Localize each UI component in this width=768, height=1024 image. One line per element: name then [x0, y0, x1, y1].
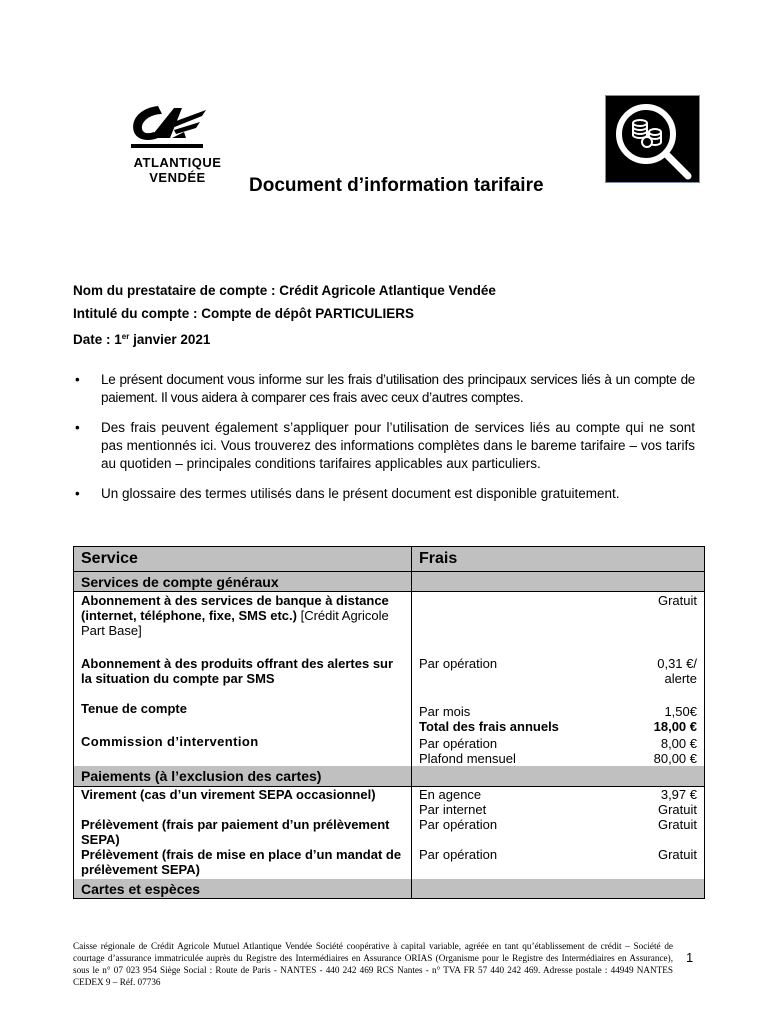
account-name: Intitulé du compte : Compte de dépôt PARTICULIERS — [73, 306, 414, 321]
fee-value: 8,00 € — [660, 736, 697, 751]
fee-label: Plafond mensuel — [419, 751, 516, 766]
document-title: Document d’information tarifaire — [249, 175, 544, 196]
fee-value: 3,97 € — [660, 786, 697, 802]
section-title: Services de compte généraux — [74, 572, 412, 592]
intro-bullets — [73, 371, 695, 515]
logo-text-line2: VENDÉE — [149, 170, 206, 185]
magnifier-coins-icon — [605, 95, 700, 183]
table-header-row — [74, 547, 705, 572]
fee-value: Gratuit — [657, 801, 697, 817]
fee-value: 1,50€ — [664, 704, 697, 719]
fee-label: Par opération — [419, 846, 498, 862]
fees-table — [73, 546, 705, 899]
bullet-item: • Un glossaire des termes utilisés dans le présent document est disponible gratuitement. — [75, 486, 620, 501]
fee-label: Par opération — [419, 656, 498, 671]
service-name: Commission d’intervention — [74, 734, 412, 766]
fee-value: Gratuit — [657, 816, 697, 832]
fee-label: Par internet — [419, 801, 487, 817]
service-name: Tenue de compte — [74, 701, 412, 734]
fee-value: Gratuit — [657, 846, 697, 862]
fee-label: En agence — [419, 786, 482, 802]
fee-label: Par opération — [419, 736, 498, 751]
header-fees: Frais — [412, 547, 705, 572]
fee-value: alerte — [664, 671, 697, 686]
table-row — [74, 701, 705, 734]
document-date: Date : 1er janvier 2021 — [73, 332, 211, 347]
bullet-item: • Des frais peuvent également s’appliquer pour l’utilisation de services liés au compte qui ne sont pas mentionnés ici. Vous trouverez des informations complètes dans le bareme tarifaire – vos tarifs au quotiden – principales conditions tarifaires applicables aux particuliers. — [75, 420, 695, 471]
table-row — [74, 817, 705, 847]
credit-agricole-logo — [100, 100, 240, 190]
document-meta — [73, 279, 496, 351]
service-name: Prélèvement (frais par paiement d’un prélèvement SEPA) — [74, 817, 412, 847]
fee-value: 80,00 € — [653, 751, 697, 766]
ca-logo-icon — [128, 102, 210, 152]
fee-value: Gratuit — [657, 593, 697, 608]
fee-value: 18,00 € — [653, 719, 697, 734]
service-name: Abonnement à des services de banque à distance (internet, téléphone, fixe, SMS etc.) — [81, 593, 389, 623]
service-name: Abonnement à des produits offrant des alertes sur la situation du compte par SMS — [74, 656, 412, 701]
logo-text-line1: ATLANTIQUE — [133, 155, 222, 170]
service-name: Virement (cas d’un virement SEPA occasionnel) — [74, 786, 412, 817]
table-row — [74, 734, 705, 766]
section-title: Paiements (à l’exclusion des cartes) — [74, 766, 412, 786]
fee-label: Par opération — [419, 816, 498, 832]
table-row — [74, 786, 705, 817]
service-note: [Crédit Agricole Part Base] — [81, 608, 389, 638]
bullet-item: • Le présent document vous informe sur les frais d’utilisation des principaux services liés à un compte de paiement. Il vous aidera à comparer ces frais avec ceux d’autres comptes. — [75, 372, 695, 405]
section-row — [74, 766, 705, 786]
legal-footer: Caisse régionale de Crédit Agricole Mutuel Atlantique Vendée Société coopérative à capital variable, agréée en tant qu’établissement de crédit – Société de courtage d’assurance immatriculée auprès du Registre des Intermédiaires en Assurance ORIAS (Organisme pour le Registre des Intermédiaires en Assurance), sous le n° 07 023 954 Siège Social : Route de Paris - NANTES - 440 242 469 RCS Nantes - n° TVA FR 57 440 242 469. Adresse postale : 44949 NANTES CEDEX 9 – Réf. 07736 — [73, 941, 673, 987]
section-row — [74, 572, 705, 592]
provider-name: Nom du prestataire de compte : Crédit Agricole Atlantique Vendée — [73, 283, 496, 298]
fee-label: Par mois — [419, 704, 471, 719]
section-title: Cartes et espèces — [74, 879, 412, 899]
service-name: Prélèvement (frais de mise en place d’un mandat de prélèvement SEPA) — [74, 847, 412, 879]
header-service: Service — [74, 547, 412, 572]
table-row — [74, 592, 705, 657]
table-row — [74, 847, 705, 879]
page-number: 1 — [686, 950, 694, 965]
fee-label: Total des frais annuels — [419, 719, 559, 734]
section-row — [74, 879, 705, 899]
table-row — [74, 656, 705, 701]
fee-value: 0,31 €/ — [657, 656, 697, 671]
